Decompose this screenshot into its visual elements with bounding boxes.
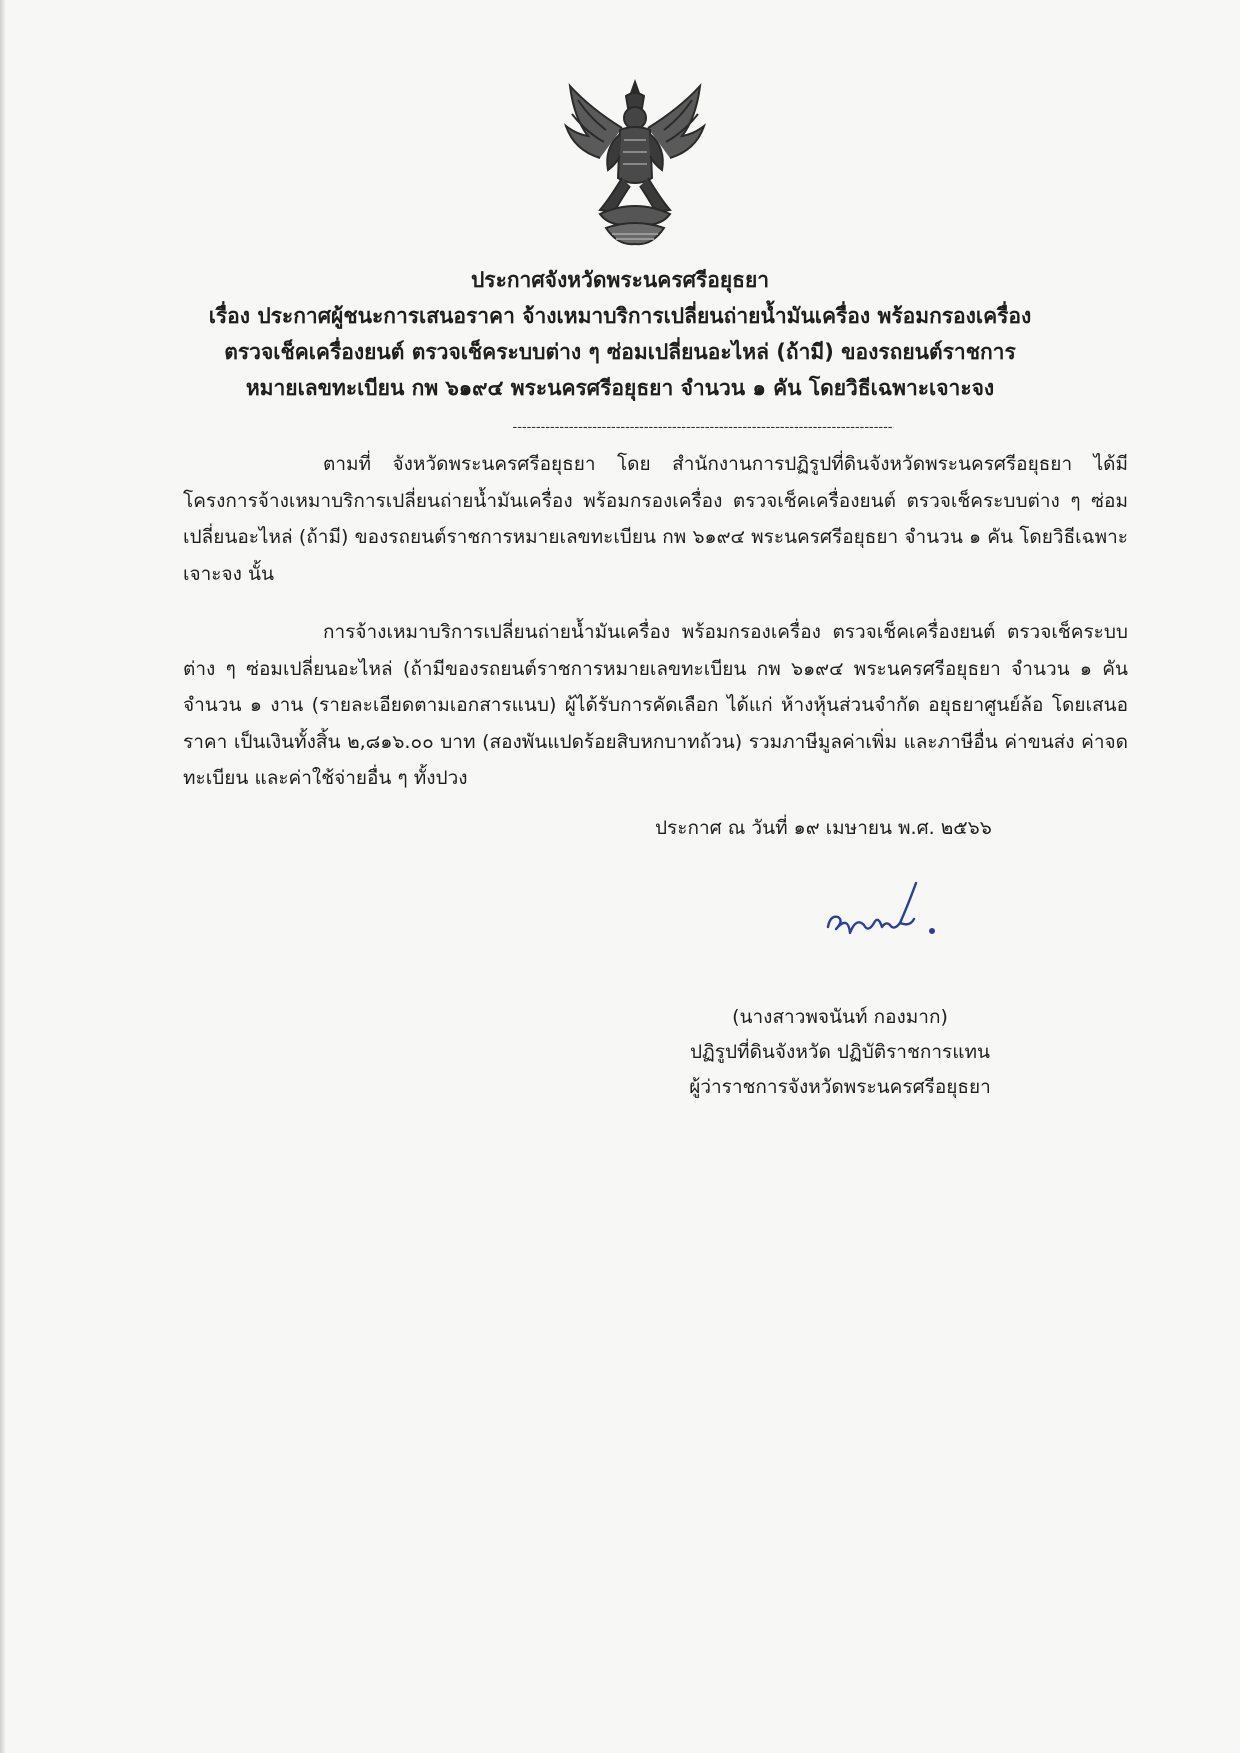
document-heading [150, 262, 1090, 406]
signer-block [640, 1000, 1040, 1105]
body-paragraph-2: การจ้างเหมาบริการเปลี่ยนถ่ายน้ำมันเครื่อง พร้อมกรองเครื่อง ตรวจเช็คเครื่องยนต์ ตรวจเช็คระบบต่าง ๆ ซ่อมเปลี่ยนอะไหล่ (ถ้ามีของรถยนต์ราชการหมายเลขทะเบียน กพ ๖๑๙๔ พระนครศรีอยุธยา จำนวน ๑ คัน จำนวน ๑ งาน (รายละเอียดตามเอกสารแนบ) ผู้ได้รับการคัดเลือก ได้แก่ ห้างหุ้นส่วนจำกัด อยุธยาศูนย์ล้อ โดยเสนอราคา เป็นเงินทั้งสิ้น ๒,๘๑๖.๐๐ บาท (สองพันแปดร้อยสิบหกบาทถ้วน) รวมภาษีมูลค่าเพิ่ม และภาษีอื่น ค่าขนส่ง ค่าจดทะเบียน และค่าใช้จ่ายอื่น ๆ ทั้งปวง [183, 621, 1128, 789]
heading-subject-line-3: หมายเลขทะเบียน กพ ๖๑๙๔ พระนครศรีอยุธยา จำนวน ๑ คัน โดยวิธีเฉพาะเจาะจง [245, 376, 995, 400]
page-edge [0, 0, 6, 1753]
heading-subject-line-1: เรื่อง ประกาศผู้ชนะการเสนอราคา จ้างเหมาบริการเปลี่ยนถ่ายน้ำมันเครื่อง พร้อมกรองเครื่อง [208, 304, 1032, 328]
signer-position-2: ผู้ว่าราชการจังหวัดพระนครศรีอยุธยา [689, 1076, 991, 1098]
heading-separator: --------------------------------------------------------------------------------- [512, 420, 893, 435]
heading-subject-line-2: ตรวจเช็คเครื่องยนต์ ตรวจเช็คระบบต่าง ๆ ซ่อมเปลี่ยนอะไหล่ (ถ้ามี) ของรถยนต์ราชการ [224, 340, 1016, 364]
signer-name: (นางสาวพจนันท์ กองมาก) [732, 1006, 948, 1028]
heading-title: ประกาศจังหวัดพระนครศรีอยุธยา [470, 268, 770, 292]
signer-position-1: ปฏิรูปที่ดินจังหวัด ปฏิบัติราชการแทน [689, 1041, 991, 1063]
announcement-date: ประกาศ ณ วันที่ ๑๙ เมษายน พ.ศ. ๒๕๖๖ [655, 817, 992, 839]
garuda-emblem-icon [560, 78, 710, 253]
handwritten-signature [820, 875, 970, 955]
body-paragraph-1: ตามที่ จังหวัดพระนครศรีอยุธยา โดย สำนักงานการปฏิรูปที่ดินจังหวัดพระนครศรีอยุธยา ได้มีโครงการจ้างเหมาบริการเปลี่ยนถ่ายน้ำมันเครื่อง พร้อมกรองเครื่อง ตรวจเช็คเครื่องยนต์ ตรวจเช็คระบบต่าง ๆ ซ่อมเปลี่ยนอะไหล่ (ถ้ามี) ของรถยนต์ราชการหมายเลขทะเบียน กพ ๖๑๙๔ พระนครศรีอยุธยา จำนวน ๑ คัน โดยวิธีเฉพาะเจาะจง นั้น [183, 453, 1128, 585]
